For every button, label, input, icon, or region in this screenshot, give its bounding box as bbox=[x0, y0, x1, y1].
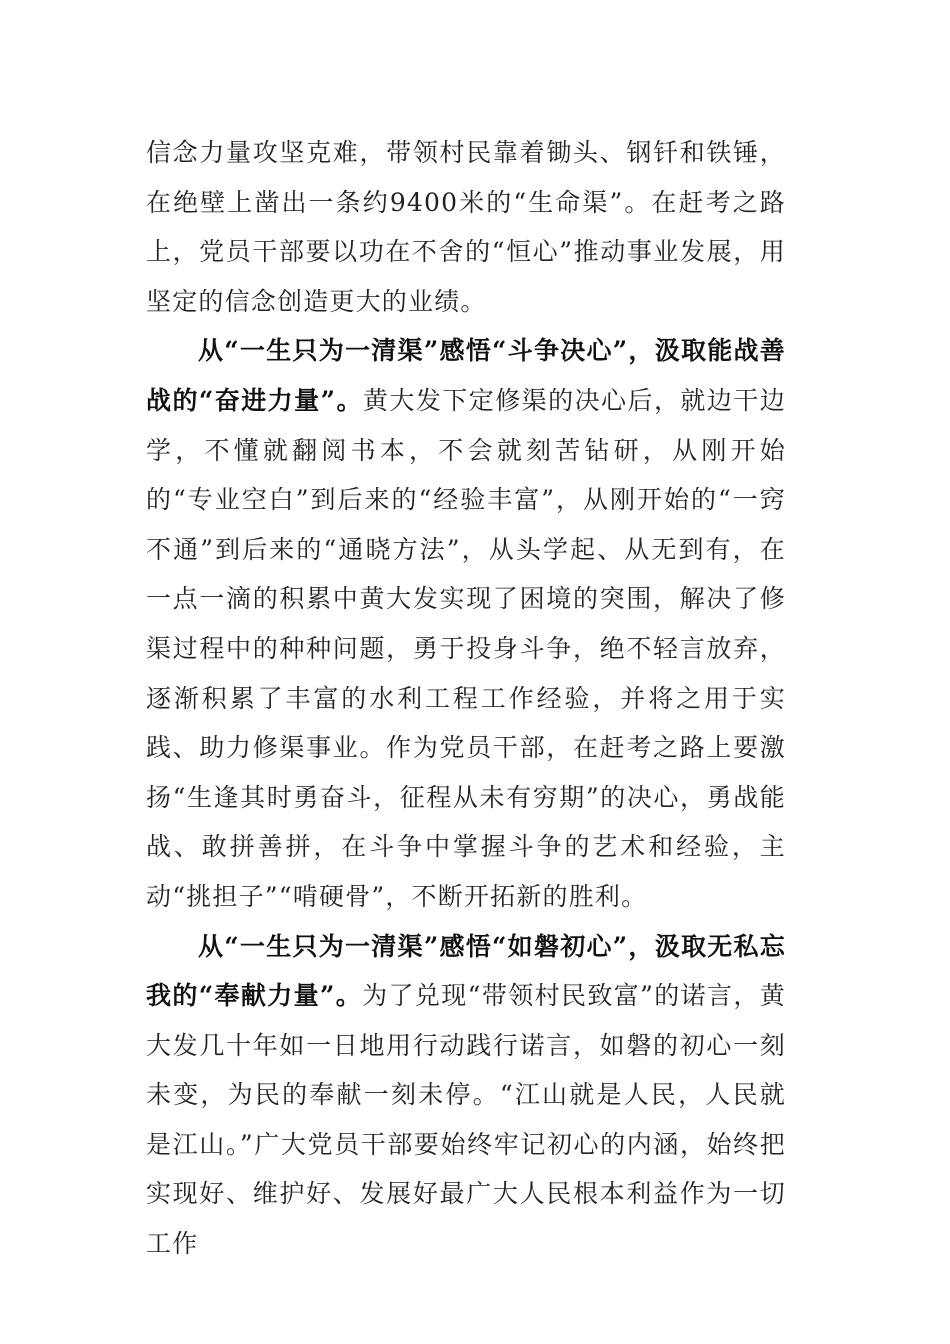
paragraph-1-body: 信念力量攻坚克难，带领村民靠着锄头、钢钎和铁锤，在绝壁上凿出一条约9400米的“生命渠”。在赶考之路上，党员干部要以功在不舍的“恒心”推动事业发展，用坚定的信念创造更大的业绩。 bbox=[146, 138, 786, 316]
paragraph-2-body: 黄大发下定修渠的决心后，就边干边学，不懂就翻阅书本，不会就刻苦钻研，从刚开始的“专业空白”到后来的“经验丰富”，从刚开始的“一窍不通”到后来的“通晓方法”，从头学起、从无到有，在一点一滴的积累中黄大发实现了困境的突围，解决了修渠过程中的种种问题，勇于投身斗争，绝不轻言放弃，逐渐积累了丰富的水利工程工作经验，并将之用于实践、助力修渠事业。作为党员干部，在赶考之路上要激扬“生逢其时勇奋斗，征程从未有穷期”的决心，勇战能战、敢拼善拼，在斗争中掌握斗争的艺术和经验，主动“挑担子”“啃硬骨”，不断开拓新的胜利。 bbox=[146, 385, 787, 911]
paragraph-2-heading: 从“一生只为一清渠”感悟“斗争决心”，汲取能战善战的“奋进力量”。 bbox=[146, 336, 786, 415]
paragraph-3-body: 为了兑现“带领村民致富”的诺言，黄大发几十年如一日地用行动践行诺言，如磐的初心一刻未变，为民的奉献一刻未停。“江山就是人民，人民就是江山。”广大党员干部要始终牢记初心的内涵，始终把实现好、维护好、发展好最广大人民根本利益作为一切工作 bbox=[146, 981, 786, 1259]
paragraph-3 bbox=[146, 922, 786, 1269]
paragraph-2 bbox=[146, 326, 786, 921]
paragraph-1 bbox=[146, 128, 786, 326]
paragraph-3-heading: 从“一生只为一清渠”感悟“如磐初心”，汲取无私忘我的“奉献力量”。 bbox=[146, 931, 786, 1011]
document-body bbox=[146, 128, 786, 1269]
